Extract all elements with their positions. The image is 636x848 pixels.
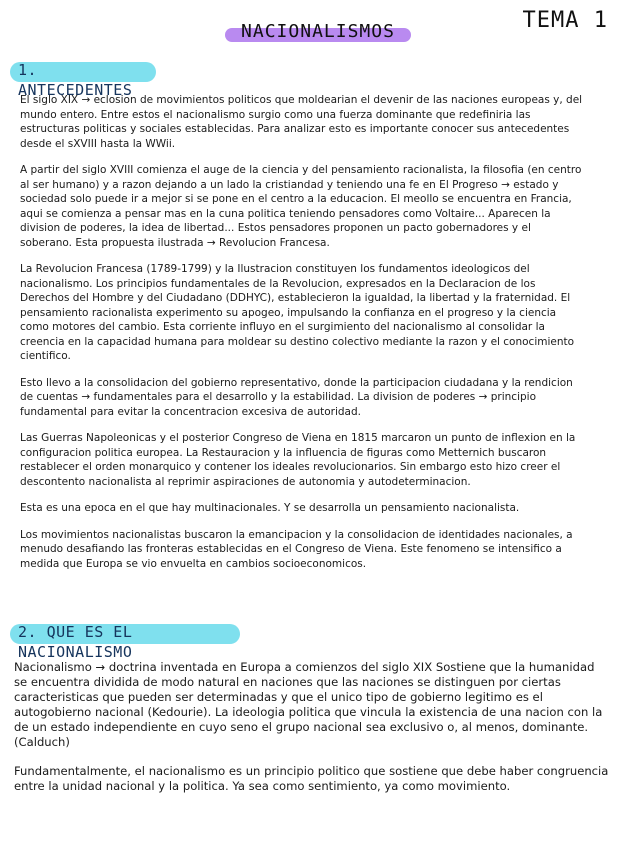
paragraph: Fundamentalmente, el nacionalismo es un principio politico que sostiene que debe haber congruencia entre la unidad nacional y la politica. Ya sea como sentimiento, ya como movimiento. xyxy=(14,764,609,793)
paragraph: La Revolucion Francesa (1789-1799) y la Ilustracion constituyen los fundamentos ideologicos del nacionalismo. Los principios fundamentales de la Revolucion, expresados en la Declaracion de los Derechos del Hombre y del Ciudadano (DDHYC), establecieron la igualdad, la libertad y la fraternidad. El pensamiento racionalista experimento su apogeo, impulsando la confianza en el progreso y la ciencia como motores del cambio. Esta corriente influyo en el surgimiento del nacionalismo al consolidar la creencia en la capacidad humana para moldear su destino colectivo mediante la razon y el conocimiento cientifico. xyxy=(20,263,575,362)
paragraph: Los movimientos nacionalistas buscaron la emancipacion y la consolidacion de identidades nacionales, a menudo desafiando las fronteras establecidas en el Congreso de Viena. Este fenomeno se intensifico a medida que Europa se vio envuelta en cambios socioeconomicos. xyxy=(20,528,573,570)
section-heading-antecedentes: 1. ANTECEDENTES xyxy=(10,58,156,82)
paragraph: El siglo XIX → eclosion de movimientos politicos que moldearian el devenir de las naciones europeas y, del mundo entero. Entre estos el nacionalismo surgio como una fuerza dominante que redefiniria las estructuras politicas y sociales establecidas. Para analizar esto es importante conocer sus antecedentes desde el sXVIII hasta la WWii. xyxy=(20,94,583,150)
paragraph: Las Guerras Napoleonicas y el posterior Congreso de Viena en 1815 marcaron un punto de inflexion en la configuracion politica europea. La Restauracion y la influencia de figuras como Metternich buscaron restablecer el orden monarquico y contener los ideales revolucionarios. Sin embargo esto hizo creer el descontento nacionalista al reprimir aspiraciones de autonomia y autodeterminacion. xyxy=(20,432,576,488)
page-title: NACIONALISMOS xyxy=(225,20,411,42)
topic-number: TEMA 1 xyxy=(522,8,608,33)
section-heading-que-es-el-nacionalismo: 2. QUE ES EL NACIONALISMO xyxy=(10,620,240,644)
paragraph: A partir del siglo XVIII comienza el auge de la ciencia y del pensamiento racionalista, la filosofia (en centro al ser humano) y a razon dejando a un lado la cristiandad y teniendo una fe en El Progreso → estado y sociedad solo puede ir a mejor si se pone en el centro a la educacion. El meollo se encuentra en Francia, aqui se comienza a pensar mas en la cuna politica teniendo pensadores como Voltaire... Aparecen la division de poderes, la idea de libertad... Estos pensadores proponen un pacto gobernadores y el soberano. Esta propuesta ilustrada → Revolucion Francesa. xyxy=(20,164,582,249)
paragraph: Esta es una epoca en el que hay multinacionales. Y se desarrolla un pensamiento nacionalista. xyxy=(20,502,520,514)
section-body-que-es-el-nacionalismo xyxy=(14,660,610,808)
paragraph: Esto llevo a la consolidacion del gobierno representativo, donde la participacion ciudadana y la rendicion de cuentas → fundamentales para el desarrollo y la estabilidad. La division de poderes → principio fundamental para evitar la concentracion excesiva de autoridad. xyxy=(20,376,573,418)
paragraph: Nacionalismo → doctrina inventada en Europa a comienzos del siglo XIX Sostiene que la humanidad se encuentra dividida de modo natural en naciones que las naciones se distinguen por ciertas caracteristicas que pueden ser determinadas y que el unico tipo de gobierno legitimo es el autogobierno nacional (Kedourie). La ideologia politica que vincula la existencia de una nacion con la de un estado independiente en cuyo seno el grupo nacional sea exclusivo o, al menos, dominante. (Calduch) xyxy=(14,660,603,749)
section-body-antecedentes xyxy=(20,93,585,583)
